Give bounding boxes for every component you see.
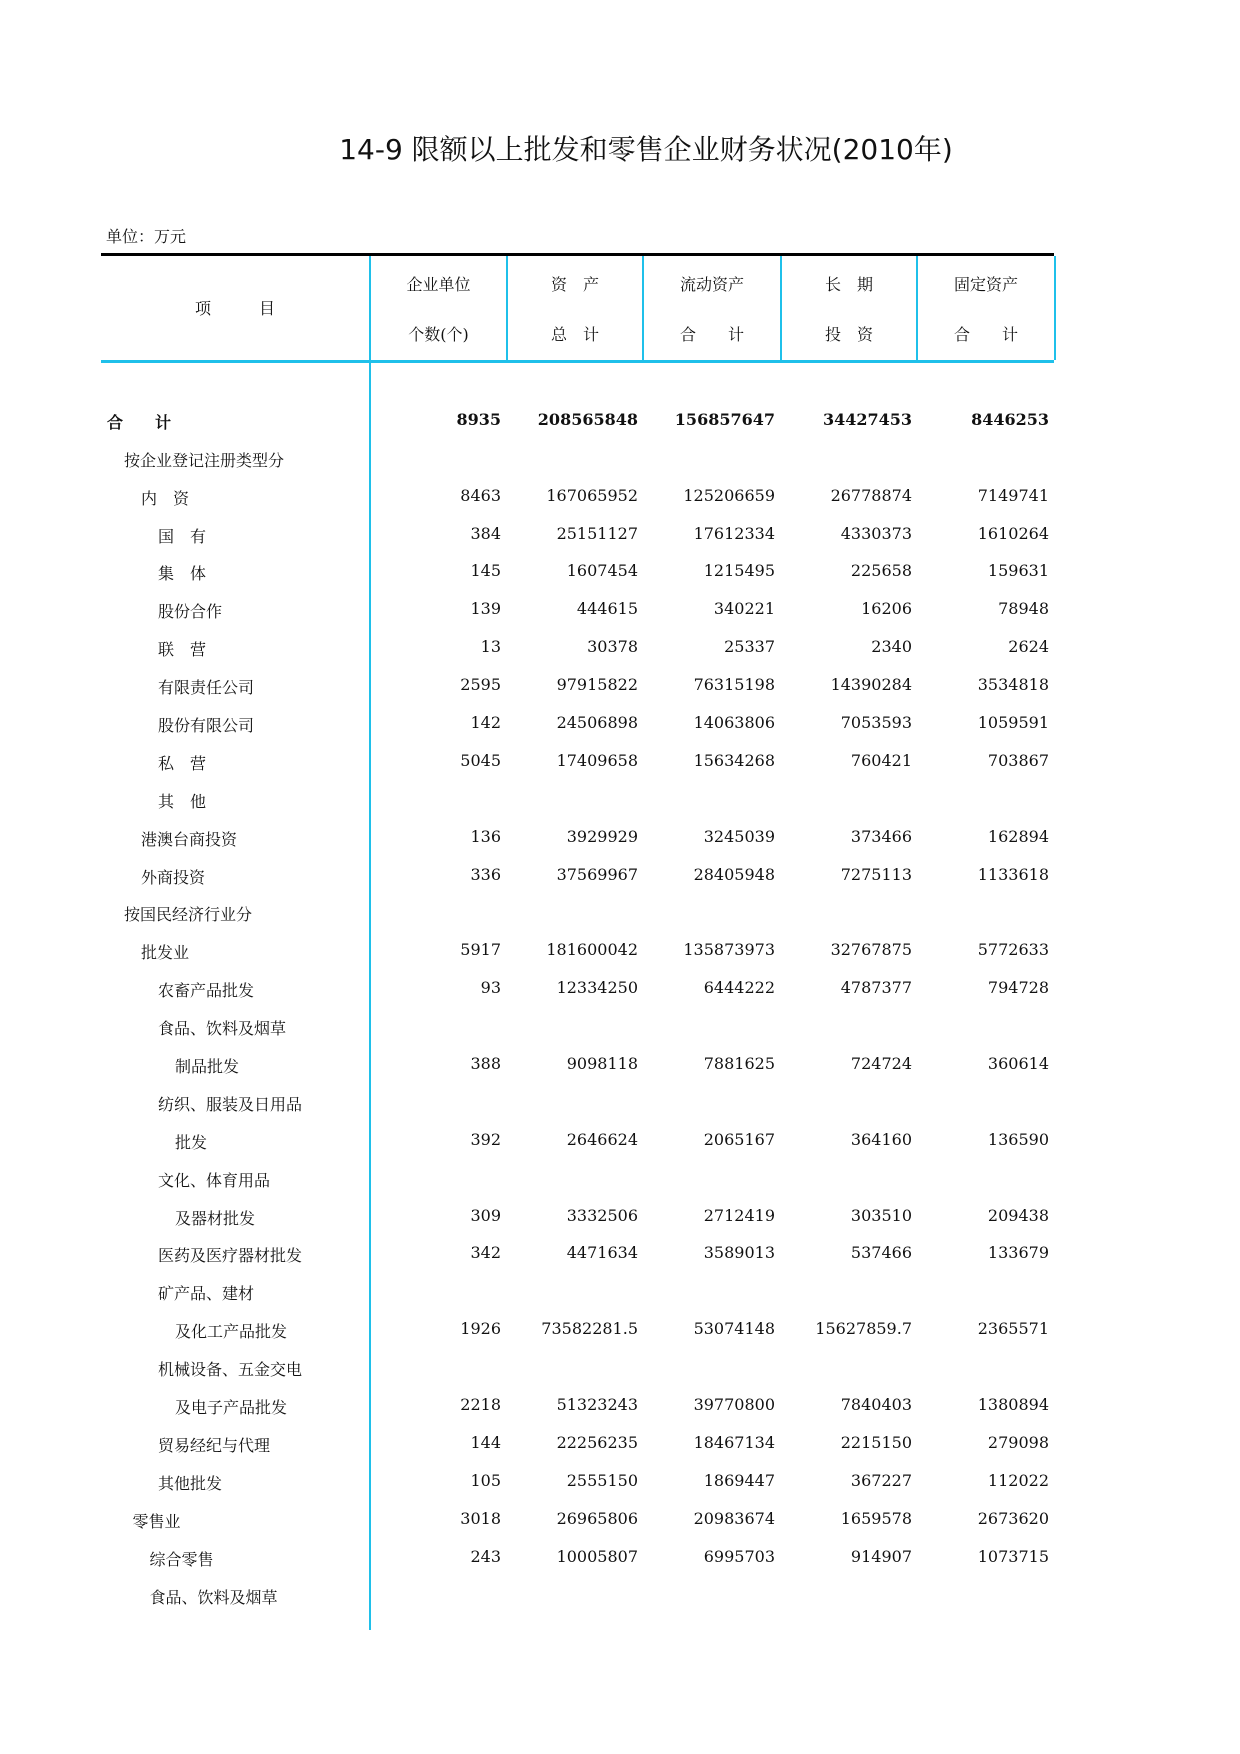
cell-value: 32767875 bbox=[830, 940, 912, 960]
table-row bbox=[101, 666, 1054, 704]
col-header-line2: 总 计 bbox=[550, 325, 599, 344]
row-label: 食品、饮料及烟草 bbox=[158, 1019, 287, 1039]
cell-value: 135873973 bbox=[683, 940, 775, 960]
cell-value: 2712419 bbox=[703, 1205, 775, 1225]
col-header-line2: 个数(个) bbox=[408, 325, 469, 344]
cell-value: 7840403 bbox=[840, 1395, 912, 1415]
row-label: 其 他 bbox=[158, 791, 207, 811]
table-row bbox=[101, 704, 1054, 742]
table-row bbox=[101, 1576, 1054, 1614]
cell-value: 24506898 bbox=[556, 713, 638, 733]
cell-value: 537466 bbox=[850, 1243, 912, 1263]
table-row bbox=[101, 1310, 1054, 1348]
cell-value: 2365571 bbox=[977, 1319, 1049, 1339]
cell-value: 18467134 bbox=[693, 1432, 775, 1452]
table-row bbox=[101, 590, 1054, 628]
table-header bbox=[101, 253, 1054, 363]
cell-value: 4787377 bbox=[840, 978, 912, 998]
table-row bbox=[101, 1500, 1054, 1538]
cell-value: 373466 bbox=[850, 826, 912, 846]
cell-value: 144 bbox=[470, 1432, 501, 1452]
cell-value: 2215150 bbox=[840, 1432, 912, 1452]
cell-value: 2065167 bbox=[703, 1129, 775, 1149]
cell-value: 342 bbox=[470, 1243, 501, 1263]
item-header: 项 目 bbox=[194, 299, 275, 318]
cell-value: 10005807 bbox=[556, 1546, 638, 1566]
col-header-line1: 资 产 bbox=[550, 275, 599, 294]
cell-value: 136 bbox=[470, 826, 501, 846]
cell-value: 3018 bbox=[460, 1508, 501, 1528]
table-row bbox=[101, 439, 1054, 477]
cell-value: 5045 bbox=[460, 750, 501, 770]
table-row bbox=[101, 1348, 1054, 1386]
table-row bbox=[101, 363, 1054, 401]
page-title: 14-9 限额以上批发和零售企业财务状况(2010年) bbox=[339, 133, 953, 166]
cell-value: 26965806 bbox=[556, 1508, 638, 1528]
row-label: 有限责任公司 bbox=[158, 678, 255, 698]
cell-value: 794728 bbox=[987, 978, 1049, 998]
col-header-enterprises bbox=[369, 256, 506, 360]
cell-value: 136590 bbox=[987, 1129, 1049, 1149]
row-label: 农畜产品批发 bbox=[158, 981, 255, 1001]
row-label: 批发 bbox=[175, 1132, 208, 1152]
cell-value: 139 bbox=[470, 599, 501, 619]
cell-value: 724724 bbox=[850, 1054, 912, 1074]
cell-value: 4330373 bbox=[840, 523, 912, 543]
cell-value: 914907 bbox=[850, 1546, 912, 1566]
cell-value: 384 bbox=[470, 523, 501, 543]
cell-value: 367227 bbox=[850, 1470, 912, 1490]
row-label: 港澳台商投资 bbox=[141, 829, 238, 849]
unit-label: 单位：万元 bbox=[106, 227, 187, 246]
cell-value: 25151127 bbox=[556, 523, 638, 543]
cell-value: 388 bbox=[470, 1054, 501, 1074]
cell-value: 2673620 bbox=[977, 1508, 1049, 1528]
table-row bbox=[101, 931, 1054, 969]
cell-value: 243 bbox=[470, 1546, 501, 1566]
cell-value: 1133618 bbox=[977, 864, 1049, 884]
cell-value: 2595 bbox=[460, 675, 501, 695]
table-body bbox=[101, 363, 1054, 1630]
row-label: 集 体 bbox=[158, 564, 207, 584]
cell-value: 1073715 bbox=[977, 1546, 1049, 1566]
table-row bbox=[101, 1007, 1054, 1045]
row-label: 纺织、服装及日用品 bbox=[158, 1094, 303, 1114]
cell-value: 181600042 bbox=[546, 940, 638, 960]
col-header-current-assets bbox=[642, 256, 780, 360]
cell-value: 133679 bbox=[987, 1243, 1049, 1263]
cell-value: 156857647 bbox=[674, 409, 775, 429]
table-row bbox=[101, 1462, 1054, 1500]
cell-value: 125206659 bbox=[683, 485, 775, 505]
cell-value: 9098118 bbox=[566, 1054, 638, 1074]
cell-value: 22256235 bbox=[556, 1432, 638, 1452]
table-row bbox=[101, 1083, 1054, 1121]
table-row bbox=[101, 628, 1054, 666]
cell-value: 78948 bbox=[998, 599, 1049, 619]
cell-value: 364160 bbox=[850, 1129, 912, 1149]
cell-value: 105 bbox=[470, 1470, 501, 1490]
cell-value: 5772633 bbox=[977, 940, 1049, 960]
cell-value: 309 bbox=[470, 1205, 501, 1225]
cell-value: 6444222 bbox=[703, 978, 775, 998]
table-row bbox=[101, 1197, 1054, 1235]
row-label: 零售业 bbox=[132, 1511, 181, 1531]
table-row bbox=[101, 856, 1054, 894]
cell-value: 6995703 bbox=[703, 1546, 775, 1566]
row-label: 按国民经济行业分 bbox=[124, 905, 253, 925]
cell-value: 5917 bbox=[460, 940, 501, 960]
row-label: 按企业登记注册类型分 bbox=[124, 450, 285, 470]
cell-value: 360614 bbox=[987, 1054, 1049, 1074]
row-label: 联 营 bbox=[158, 640, 207, 660]
row-label: 其他批发 bbox=[158, 1473, 223, 1493]
cell-value: 8463 bbox=[460, 485, 501, 505]
cell-value: 225658 bbox=[850, 561, 912, 581]
table-row bbox=[101, 1386, 1054, 1424]
col-header-line1: 长 期 bbox=[824, 275, 873, 294]
cell-value: 8446253 bbox=[971, 409, 1049, 429]
row-label: 贸易经纪与代理 bbox=[158, 1435, 271, 1455]
col-header-line1: 企业单位 bbox=[406, 275, 471, 294]
row-label: 股份合作 bbox=[158, 602, 223, 622]
cell-value: 16206 bbox=[861, 599, 912, 619]
cell-value: 3245039 bbox=[703, 826, 775, 846]
cell-value: 97915822 bbox=[556, 675, 638, 695]
cell-value: 7053593 bbox=[840, 713, 912, 733]
cell-value: 8935 bbox=[456, 409, 501, 429]
cell-value: 7275113 bbox=[840, 864, 912, 884]
row-label: 国 有 bbox=[158, 526, 207, 546]
table-row bbox=[101, 1424, 1054, 1462]
cell-value: 209438 bbox=[987, 1205, 1049, 1225]
cell-value: 167065952 bbox=[546, 485, 638, 505]
cell-value: 73582281.5 bbox=[541, 1319, 638, 1339]
cell-value: 336 bbox=[470, 864, 501, 884]
row-label: 股份有限公司 bbox=[158, 716, 255, 736]
cell-value: 1926 bbox=[460, 1319, 501, 1339]
table-row bbox=[101, 1159, 1054, 1197]
table-row bbox=[101, 1234, 1054, 1272]
col-header-long-term-investment bbox=[780, 256, 916, 360]
table-row bbox=[101, 1045, 1054, 1083]
row-label: 内 资 bbox=[141, 488, 190, 508]
table-row bbox=[101, 477, 1054, 515]
table-row bbox=[101, 780, 1054, 818]
row-label: 食品、饮料及烟草 bbox=[149, 1587, 278, 1607]
cell-value: 34427453 bbox=[822, 409, 912, 429]
cell-value: 1607454 bbox=[566, 561, 638, 581]
table-row bbox=[101, 515, 1054, 553]
cell-value: 15627859.7 bbox=[815, 1319, 912, 1339]
cell-value: 1059591 bbox=[977, 713, 1049, 733]
row-label: 及电子产品批发 bbox=[175, 1398, 288, 1418]
cell-value: 13 bbox=[480, 637, 501, 657]
row-label: 文化、体育用品 bbox=[158, 1170, 271, 1190]
col-header-line2: 合 计 bbox=[679, 325, 744, 344]
cell-value: 14390284 bbox=[830, 675, 912, 695]
cell-value: 17612334 bbox=[693, 523, 775, 543]
cell-value: 208565848 bbox=[537, 409, 638, 429]
cell-value: 3534818 bbox=[977, 675, 1049, 695]
col-header-line1: 流动资产 bbox=[679, 275, 744, 294]
cell-value: 760421 bbox=[850, 750, 912, 770]
row-label: 批发业 bbox=[141, 943, 190, 963]
cell-value: 340221 bbox=[713, 599, 775, 619]
cell-value: 159631 bbox=[987, 561, 1049, 581]
table-row bbox=[101, 1272, 1054, 1310]
table-row bbox=[101, 1121, 1054, 1159]
cell-value: 444615 bbox=[576, 599, 638, 619]
cell-value: 2624 bbox=[1008, 637, 1049, 657]
cell-value: 26778874 bbox=[830, 485, 912, 505]
table-row bbox=[101, 818, 1054, 856]
cell-value: 3929929 bbox=[566, 826, 638, 846]
cell-value: 1215495 bbox=[703, 561, 775, 581]
row-label: 合 计 bbox=[107, 412, 172, 432]
cell-value: 303510 bbox=[850, 1205, 912, 1225]
cell-value: 112022 bbox=[987, 1470, 1049, 1490]
cell-value: 142 bbox=[470, 713, 501, 733]
cell-value: 3332506 bbox=[566, 1205, 638, 1225]
table-row bbox=[101, 552, 1054, 590]
cell-value: 39770800 bbox=[693, 1395, 775, 1415]
cell-value: 17409658 bbox=[556, 750, 638, 770]
cell-value: 20983674 bbox=[693, 1508, 775, 1528]
cell-value: 162894 bbox=[987, 826, 1049, 846]
cell-value: 2646624 bbox=[566, 1129, 638, 1149]
cell-value: 2340 bbox=[871, 637, 912, 657]
cell-value: 392 bbox=[470, 1129, 501, 1149]
cell-value: 14063806 bbox=[693, 713, 775, 733]
row-label: 及器材批发 bbox=[175, 1208, 256, 1228]
row-label: 外商投资 bbox=[141, 867, 206, 887]
table-row bbox=[101, 742, 1054, 780]
cell-value: 2218 bbox=[460, 1395, 501, 1415]
cell-value: 3589013 bbox=[703, 1243, 775, 1263]
row-label: 医药及医疗器材批发 bbox=[158, 1246, 303, 1266]
cell-value: 51323243 bbox=[556, 1395, 638, 1415]
row-label: 私 营 bbox=[158, 753, 207, 773]
cell-value: 1610264 bbox=[977, 523, 1049, 543]
cell-value: 1659578 bbox=[840, 1508, 912, 1528]
col-header-line2: 投 资 bbox=[824, 325, 873, 344]
cell-value: 30378 bbox=[587, 637, 638, 657]
table-row bbox=[101, 893, 1054, 931]
cell-value: 7881625 bbox=[703, 1054, 775, 1074]
cell-value: 1380894 bbox=[977, 1395, 1049, 1415]
cell-value: 28405948 bbox=[693, 864, 775, 884]
col-header-total-assets bbox=[506, 256, 642, 360]
row-label: 矿产品、建材 bbox=[158, 1284, 255, 1304]
cell-value: 7149741 bbox=[977, 485, 1049, 505]
table-row bbox=[101, 969, 1054, 1007]
row-label: 制品批发 bbox=[175, 1057, 240, 1077]
col-header-line2: 合 计 bbox=[953, 325, 1018, 344]
table-row bbox=[101, 401, 1054, 439]
cell-value: 145 bbox=[470, 561, 501, 581]
row-label: 机械设备、五金交电 bbox=[158, 1360, 303, 1380]
cell-value: 279098 bbox=[987, 1432, 1049, 1452]
cell-value: 1869447 bbox=[703, 1470, 775, 1490]
finance-table bbox=[101, 253, 1054, 1630]
cell-value: 703867 bbox=[987, 750, 1049, 770]
row-label: 综合零售 bbox=[149, 1549, 214, 1569]
cell-value: 15634268 bbox=[693, 750, 775, 770]
cell-value: 2555150 bbox=[566, 1470, 638, 1490]
table-row bbox=[101, 1538, 1054, 1576]
cell-value: 76315198 bbox=[693, 675, 775, 695]
col-header-line1: 固定资产 bbox=[953, 275, 1018, 294]
cell-value: 12334250 bbox=[556, 978, 638, 998]
cell-value: 25337 bbox=[724, 637, 775, 657]
row-label: 及化工产品批发 bbox=[175, 1322, 288, 1342]
cell-value: 4471634 bbox=[566, 1243, 638, 1263]
cell-value: 53074148 bbox=[693, 1319, 775, 1339]
cell-value: 93 bbox=[480, 978, 501, 998]
col-header-fixed-assets bbox=[916, 256, 1056, 360]
cell-value: 37569967 bbox=[556, 864, 638, 884]
